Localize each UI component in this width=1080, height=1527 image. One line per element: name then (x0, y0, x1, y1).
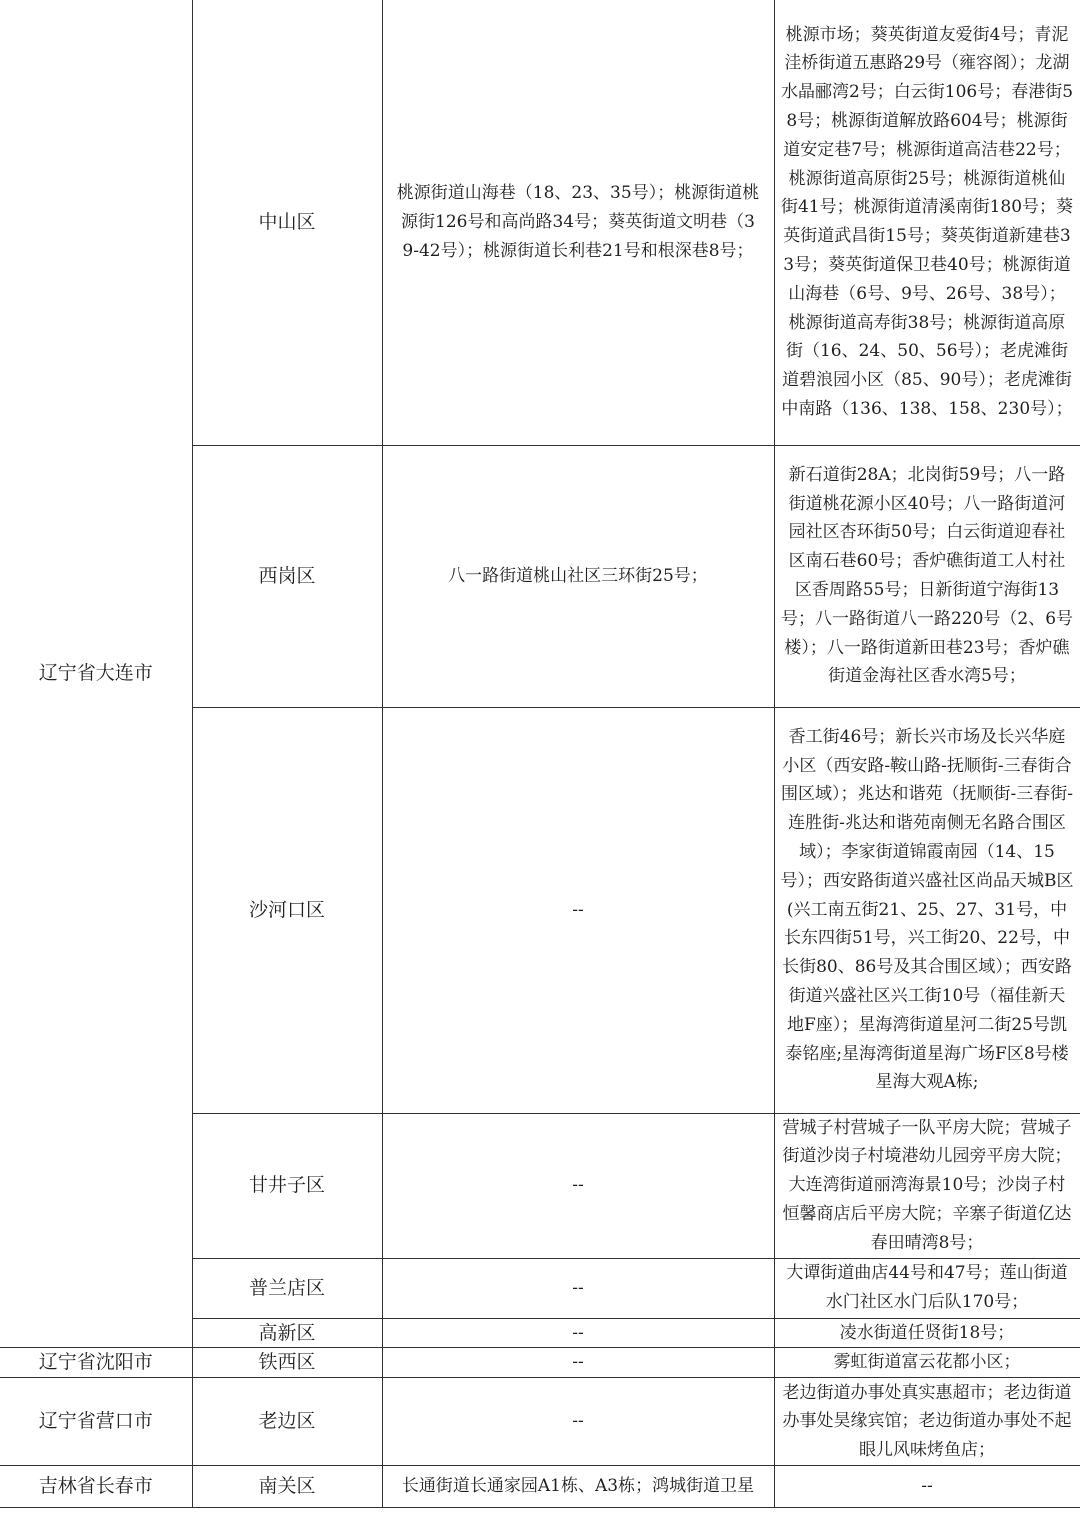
medium-risk-cell: 大谭街道曲店44号和47号；莲山街道水门社区水门后队170号； (774, 1258, 1080, 1318)
medium-risk-cell: 桃源市场；葵英街道友爱街4号；青泥洼桥街道五惠路29号（雍容阁）；龙湖水晶郦湾2号；白云街106号；春港街58号；桃源街道解放路604号；桃源街道安定巷7号；桃源街道高洁巷22号；桃源街道高原街25号；桃源街道桃仙街41号；桃源街道清溪南街180号；葵英街道武昌街15号；葵英街道新建巷33号；葵英街道保卫巷40号；桃源街道山海巷（6号、9号、26号、38号）；桃源街道高寿街38号；桃源街道高原街（16、24、50、56号）；老虎滩街道碧浪园小区（85、90号）；老虎滩街中南路（136、138、158、230号）； (774, 0, 1080, 445)
medium-risk-cell: 香工街46号；新长兴市场及长兴华庭小区（西安路-鞍山路-抚顺街-三春街合围区域）；兆达和谐苑（抚顺街-三春街-连胜街-兆达和谐苑南侧无名路合围区域）；李家街道锦霞南园（14、15号）；西安路街道兴盛社区尚品天城B区(兴工南五街21、25、27、31号，中长东四街51号，兴工街20、22号，中长街80、86号及其合围区域）；西安路街道兴盛社区兴工街10号（福佳新天地F座）；星海湾街道星河二街25号凯泰铭座;星海湾街道星海广场F区8号楼星海大观A栋; (774, 707, 1080, 1113)
medium-risk-cell: -- (774, 1466, 1080, 1508)
high-risk-cell: 八一路街道桃山社区三环街25号； (382, 445, 774, 707)
medium-risk-cell: 营城子村营城子一队平房大院；营城子街道沙岗子村境港幼儿园旁平房大院；大连湾街道丽湾海景10号；沙岗子村恒馨商店后平房大院；辛寨子街道亿达春田晴湾8号； (774, 1113, 1080, 1258)
medium-risk-cell: 雾虹街道富云花都小区； (774, 1348, 1080, 1378)
high-risk-cell: -- (382, 1348, 774, 1378)
district-cell: 铁西区 (192, 1348, 382, 1378)
table-row (0, 1378, 1080, 1466)
district-cell: 普兰店区 (192, 1258, 382, 1318)
table-row (0, 1466, 1080, 1508)
city-cell: 辽宁省沈阳市 (0, 1348, 192, 1378)
medium-risk-cell: 新石道街28A；北岗街59号；八一路街道桃花源小区40号；八一路街道河园社区杏环街50号；白云街道迎春社区南石巷60号；香炉礁街道工人村社区香周路55号；日新街道宁海街13号；八一路街道八一路220号（2、6号楼）；八一路街道新田巷23号；香炉礁街道金海社区香水湾5号； (774, 445, 1080, 707)
high-risk-cell: -- (382, 1318, 774, 1348)
high-risk-cell: 桃源街道山海巷（18、23、35号）；桃源街道桃源街126号和高尚路34号；葵英街道文明巷（39-42号）；桃源街道长利巷21号和根深巷8号； (382, 0, 774, 445)
city-cell: 辽宁省大连市 (0, 0, 192, 1348)
district-cell: 中山区 (192, 0, 382, 445)
high-risk-cell: -- (382, 1113, 774, 1258)
district-cell: 高新区 (192, 1318, 382, 1348)
district-cell: 西岗区 (192, 445, 382, 707)
medium-risk-cell: 凌水街道任贤街18号； (774, 1318, 1080, 1348)
table-row (0, 0, 1080, 445)
high-risk-cell: -- (382, 1378, 774, 1466)
district-cell: 老边区 (192, 1378, 382, 1466)
district-cell: 南关区 (192, 1466, 382, 1508)
city-cell: 吉林省长春市 (0, 1466, 192, 1508)
table-row (0, 1348, 1080, 1378)
medium-risk-cell: 老边街道办事处真实惠超市；老边街道办事处昊缘宾馆；老边街道办事处不起眼儿风味烤鱼店； (774, 1378, 1080, 1466)
high-risk-cell: -- (382, 1258, 774, 1318)
high-risk-cell: -- (382, 707, 774, 1113)
city-cell: 辽宁省营口市 (0, 1378, 192, 1466)
high-risk-cell: 长通街道长通家园A1栋、A3栋；鸿城街道卫星 (382, 1466, 774, 1508)
district-cell: 沙河口区 (192, 707, 382, 1113)
district-cell: 甘井子区 (192, 1113, 382, 1258)
